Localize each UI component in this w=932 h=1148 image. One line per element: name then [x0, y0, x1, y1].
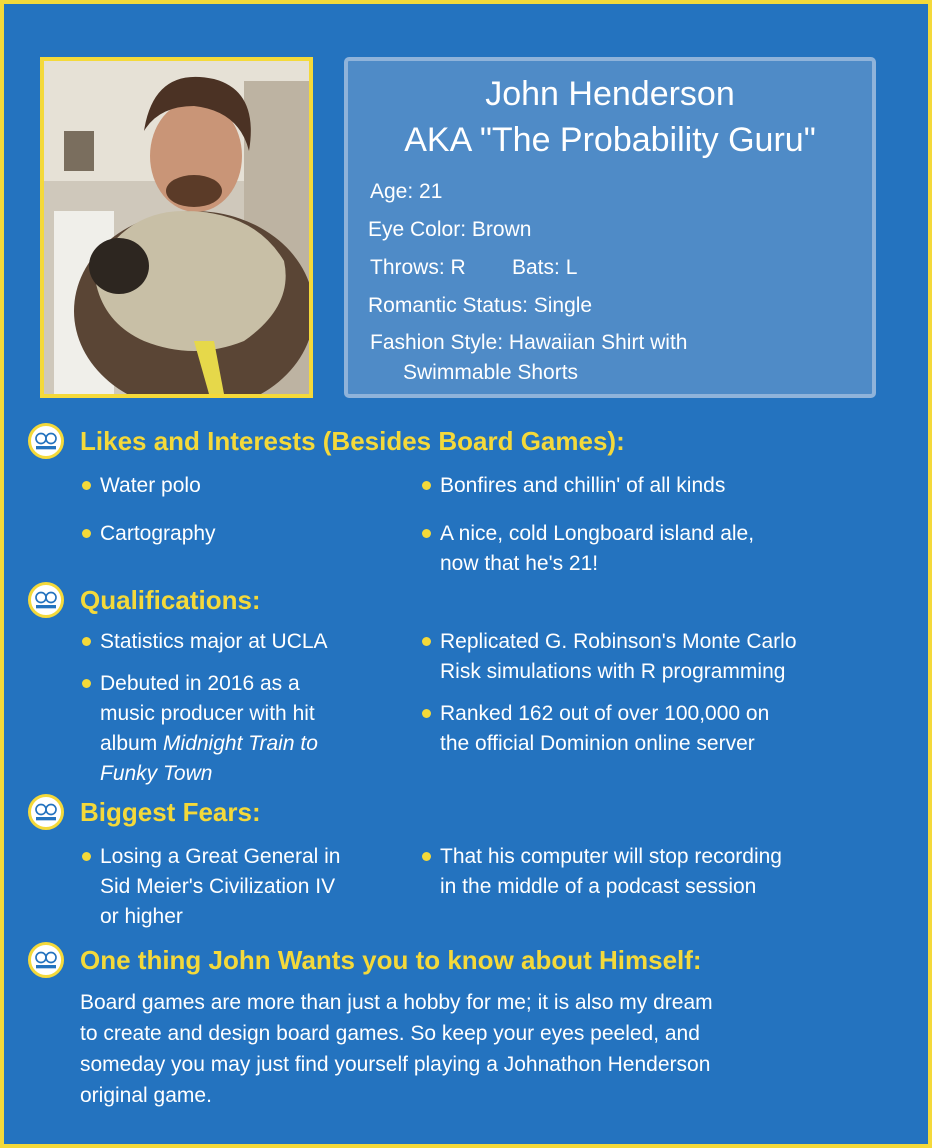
podcast-logo-icon [28, 423, 64, 459]
throws-text: Throws: R [370, 256, 466, 279]
one-thing-paragraph: Board games are more than just a hobby for me; it is also my dream to create and design board games. So keep your eyes peeled, and someday you may just find yourself playing a Johnathon Henderson original game. [80, 991, 713, 1107]
list-item: That his computer will stop recording in the middle of a podcast session [440, 842, 782, 902]
list-item: Cartography [100, 519, 216, 549]
list-item: Bonfires and chillin' of all kinds [440, 471, 725, 501]
bats-text: Bats: L [512, 256, 578, 279]
romantic-status-text: Romantic Status: Single [368, 294, 593, 317]
list-item: Losing a Great General in Sid Meier's Civilization IV or higher [100, 842, 340, 932]
likes-heading-text: Likes and Interests (Besides Board Games): [80, 425, 625, 456]
profile-photo-image [44, 61, 309, 394]
list-item: Ranked 162 out of over 100,000 on the official Dominion online server [440, 699, 769, 759]
fashion-style-text-cont: Swimmable Shorts [403, 361, 579, 384]
list-item: A nice, cold Longboard island ale, now that he's 21! [440, 519, 754, 579]
podcast-logo-icon [28, 942, 64, 978]
qualifications-heading-text: Qualifications: [80, 584, 261, 615]
profile-photo [40, 57, 313, 398]
fears-heading [28, 792, 261, 832]
one-thing-heading [28, 940, 702, 980]
list-item: Replicated G. Robinson's Monte Carlo Risk simulations with R programming [440, 627, 797, 687]
likes-heading [28, 421, 625, 461]
profile-info-box [344, 57, 876, 398]
one-thing-heading-text: One thing John Wants you to know about Himself: [80, 944, 702, 975]
list-item: Statistics major at UCLA [100, 627, 328, 657]
eye-color-text: Eye Color: Brown [368, 218, 532, 241]
profile-nickname: AKA "The Probability Guru" [404, 121, 816, 159]
fears-heading-text: Biggest Fears: [80, 796, 261, 827]
qualifications-heading [28, 580, 261, 620]
podcast-logo-icon [28, 794, 64, 830]
age-text: Age: 21 [370, 180, 443, 203]
fashion-style-text: Fashion Style: Hawaiian Shirt with [370, 331, 688, 354]
list-item: Water polo [100, 471, 201, 501]
profile-name: John Henderson [485, 75, 735, 113]
list-item: Debuted in 2016 as a music producer with hit album Midnight Train to Funky Town [100, 669, 318, 789]
podcast-logo-icon [28, 582, 64, 618]
